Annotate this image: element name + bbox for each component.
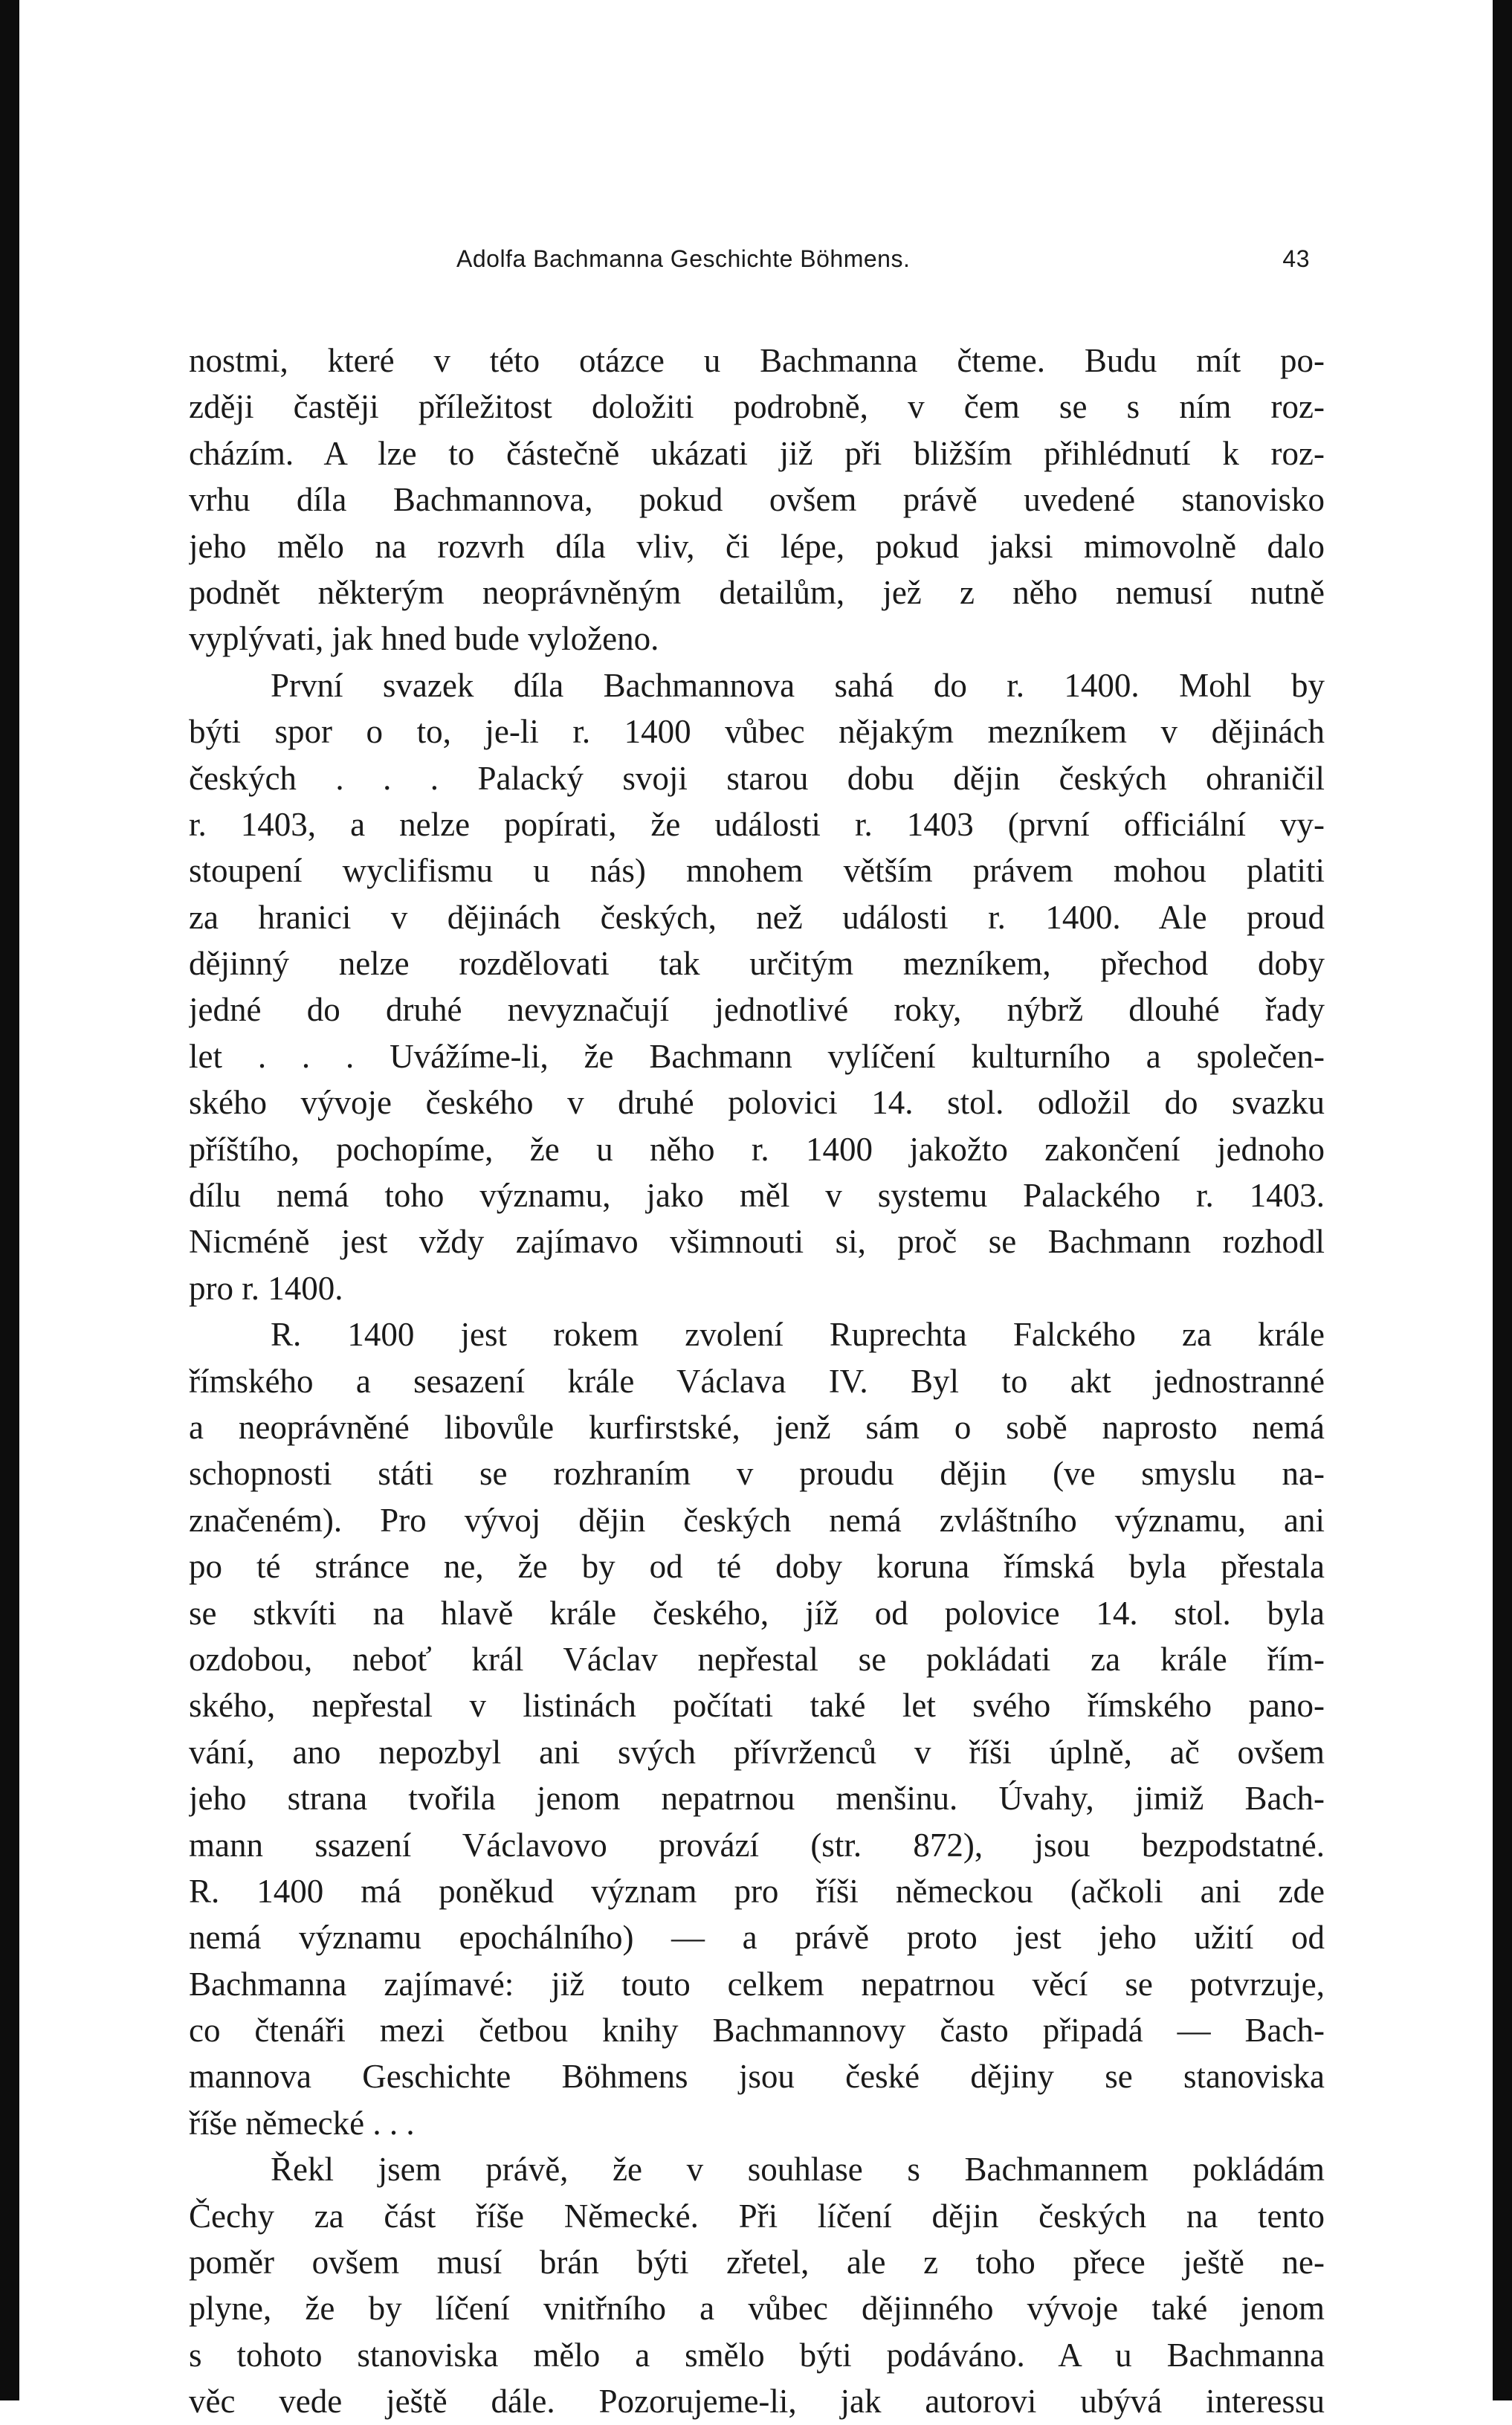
text-line: co čtenáři mezi četbou knihy Bachmannovy často připadá — Bach- [189,2012,1325,2050]
text-line: let . . . Uvážíme-li, že Bachmann vylíčení kulturního a společen- [189,1037,1325,1075]
text-line: mann ssazení Václavovo provází (str. 872), jsou bezpodstatné. [189,1826,1325,1864]
text-line: ozdobou, neboť král Václav nepřestal se pokládati za krále řím- [189,1640,1325,1678]
text-line: nostmi, které v této otázce u Bachmanna čteme. Budu mít po- [189,342,1325,379]
text-line: českých . . . Palacký svoji starou dobu dějin českých ohraničil [189,759,1325,797]
text-line: zději častěji příležitost doložiti podrobně, v čem se s ním roz- [189,388,1325,426]
text-line: po té stránce ne, že by od té doby koruna římská byla přestala [189,1548,1325,1586]
text-line: za hranici v dějinách českých, než události r. 1400. Ale proud [189,898,1325,936]
text-line: římského a sesazení krále Václava IV. Byl to akt jednostranné [189,1362,1325,1400]
text-line: ského vývoje českého v druhé polovici 14. stol. odložil do svazku [189,1084,1325,1122]
text-line: jedné do druhé nevyznačují jednotlivé roky, nýbrž dlouhé řady [189,991,1325,1029]
text-line: s tohoto stanoviska mělo a smělo býti podáváno. A u Bachmanna [189,2336,1325,2374]
text-line: podnět některým neoprávněným detailům, jež z něho nemusí nutně [189,573,1325,611]
text-line: dějinný nelze rozdělovati tak určitým mezníkem, přechod doby [189,945,1325,983]
text-line: schopnosti státi se rozhraním v proudu dějin (ve smyslu na- [189,1455,1325,1493]
text-line: mannova Geschichte Böhmens jsou české dějiny se stanoviska [189,2058,1325,2096]
text-line: Bachmanna zajímavé: již touto celkem nepatrnou věcí se potvrzuje, [189,1965,1325,2003]
text-line: Nicméně jest vždy zajímavo všimnouti si, proč se Bachmann rozhodl [189,1223,1325,1261]
text-line: vyplývati, jak hned bude vyloženo. [189,620,659,658]
book-page [189,245,1325,2421]
text-line: býti spor o to, je-li r. 1400 vůbec nějakým mezníkem v dějinách [189,713,1325,751]
text-line: plyne, že by líčení vnitřního a vůbec dějinného vývoje také jenom [189,2290,1325,2328]
text-line: vání, ano nepozbyl ani svých přívrženců v říši úplně, ač ovšem [189,1733,1325,1771]
text-line: jeho mělo na rozvrh díla vliv, či lépe, pokud jaksi mimovolně dalo [189,527,1325,565]
text-line: se stkvíti na hlavě krále českého, jíž od polovice 14. stol. byla [189,1594,1325,1632]
text-line: značeném). Pro vývoj dějin českých nemá zvláštního významu, ani [189,1501,1325,1539]
text-line: r. 1403, a nelze popírati, že události r. 1403 (první officiální vy- [189,805,1325,843]
text-line: věc vede ještě dále. Pozorujeme-li, jak autorovi ubývá interessu [189,2383,1325,2421]
text-line: Řekl jsem právě, že v souhlase s Bachmannem pokládám [271,2151,1325,2189]
text-line: pro r. 1400. [189,1269,343,1307]
text-line: poměr ovšem musí brán býti zřetel, ale z toho přece ještě ne- [189,2244,1325,2282]
body-text [189,338,1325,2425]
text-line: První svazek díla Bachmannova sahá do r. 1400. Mohl by [271,666,1325,704]
running-head [189,245,1325,300]
text-line: příštího, pochopíme, že u něho r. 1400 jakožto zakončení jednoho [189,1130,1325,1168]
scan-edge-left [0,0,19,2400]
text-line: jeho strana tvořila jenom nepatrnou menšinu. Úvahy, jimiž Bach- [189,1780,1325,1818]
text-line: říše německé . . . [189,2104,415,2142]
text-line: stoupení wyclifismu u nás) mnohem větším právem mohou platiti [189,852,1325,890]
text-line: nemá významu epochálního) — a právě proto jest jeho užití od [189,1919,1325,1957]
text-line: R. 1400 má poněkud význam pro říši německou (ačkoli ani zde [189,1872,1325,1910]
text-line: cházím. A lze to částečně ukázati již při bližším přihlédnutí k roz- [189,434,1325,472]
text-line: Čechy za část říše Německé. Při líčení dějin českých na tento [189,2197,1325,2235]
text-line: R. 1400 jest rokem zvolení Ruprechta Falckého za krále [271,1316,1325,1354]
text-line: a neoprávněné libovůle kurfirstské, jenž sám o sobě naprosto nemá [189,1408,1325,1446]
text-line: vrhu díla Bachmannova, pokud ovšem právě uvedené stanovisko [189,481,1325,519]
scan-edge-right [1493,0,1512,2400]
running-title: Adolfa Bachmanna Geschichte Böhmens. [456,245,911,272]
page-number: 43 [1282,245,1310,272]
text-line: dílu nemá toho významu, jako měl v systemu Palackého r. 1403. [189,1177,1325,1215]
text-line: ského, nepřestal v listinách počítati také let svého římského pano- [189,1687,1325,1725]
